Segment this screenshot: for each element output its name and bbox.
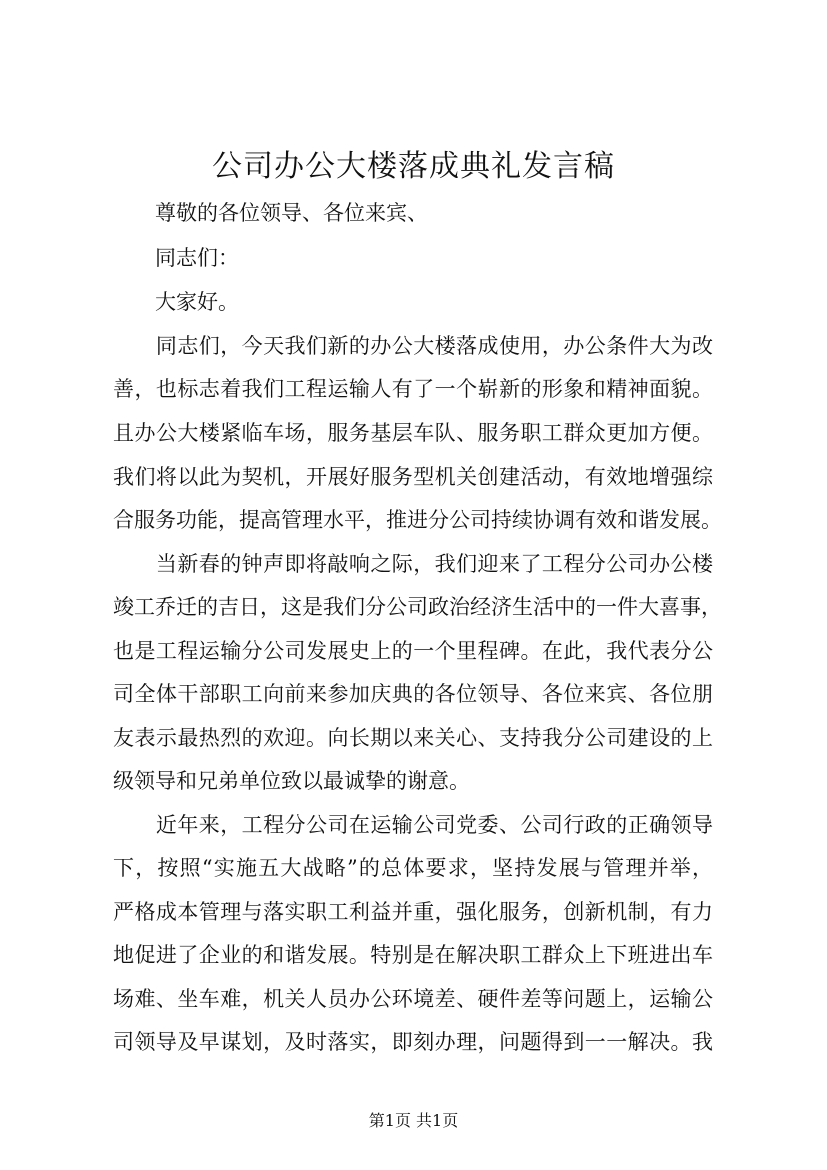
text-line: 场难、坐车难，机关人员办公环境差、硬件差等问题上，运输公 — [113, 987, 713, 1011]
text-line: 尊敬的各位领导、各位来宾、 — [113, 201, 428, 225]
text-line: 也是工程运输分公司发展史上的一个里程碑。在此，我代表分公 — [113, 639, 713, 663]
text-line: 大家好。 — [113, 290, 239, 314]
text-line: 合服务功能，提高管理水平，推进分公司持续协调有效和谐发展。 — [113, 508, 722, 532]
text-line: 近年来，工程分公司在运输公司党委、公司行政的正确领导 — [113, 813, 713, 837]
text-line: 下，按照“实施五大战略”的总体要求，坚持发展与管理并举， — [113, 856, 713, 880]
text-line: 司全体干部职工向前来参加庆典的各位领导、各位来宾、各位朋 — [113, 682, 713, 706]
text-line: 且办公大楼紧临车场，服务基层车队、服务职工群众更加方便。 — [113, 421, 713, 445]
text-line: 竣工乔迁的吉日，这是我们分公司政治经济生活中的一件大喜事， — [113, 595, 722, 619]
text-line: 司领导及早谋划，及时落实，即刻办理，问题得到一一解决。我 — [113, 1030, 713, 1054]
text-line: 当新春的钟声即将敲响之际，我们迎来了工程分公司办公楼 — [113, 552, 713, 576]
text-line: 地促进了企业的和谐发展。特别是在解决职工群众上下班进出车 — [113, 943, 713, 967]
text-line: 友表示最热烈的欢迎。向长期以来关心、支持我分公司建设的上 — [113, 726, 713, 750]
text-line: 严格成本管理与落实职工利益并重，强化服务，创新机制，有力 — [113, 900, 713, 924]
text-line: 善，也标志着我们工程运输人有了一个崭新的形象和精神面貌。 — [113, 377, 713, 401]
text-line: 级领导和兄弟单位致以最诚挚的谢意。 — [113, 769, 470, 793]
text-line: 我们将以此为契机，开展好服务型机关创建活动，有效地增强综 — [113, 465, 713, 489]
page-footer: 第1页 共1页 — [368, 1111, 459, 1130]
text-line: 同志们，今天我们新的办公大楼落成使用，办公条件大为改 — [113, 334, 713, 358]
text-line: 同志们： — [113, 246, 239, 270]
document-title: 公司办公大楼落成典礼发言稿 — [212, 149, 615, 184]
